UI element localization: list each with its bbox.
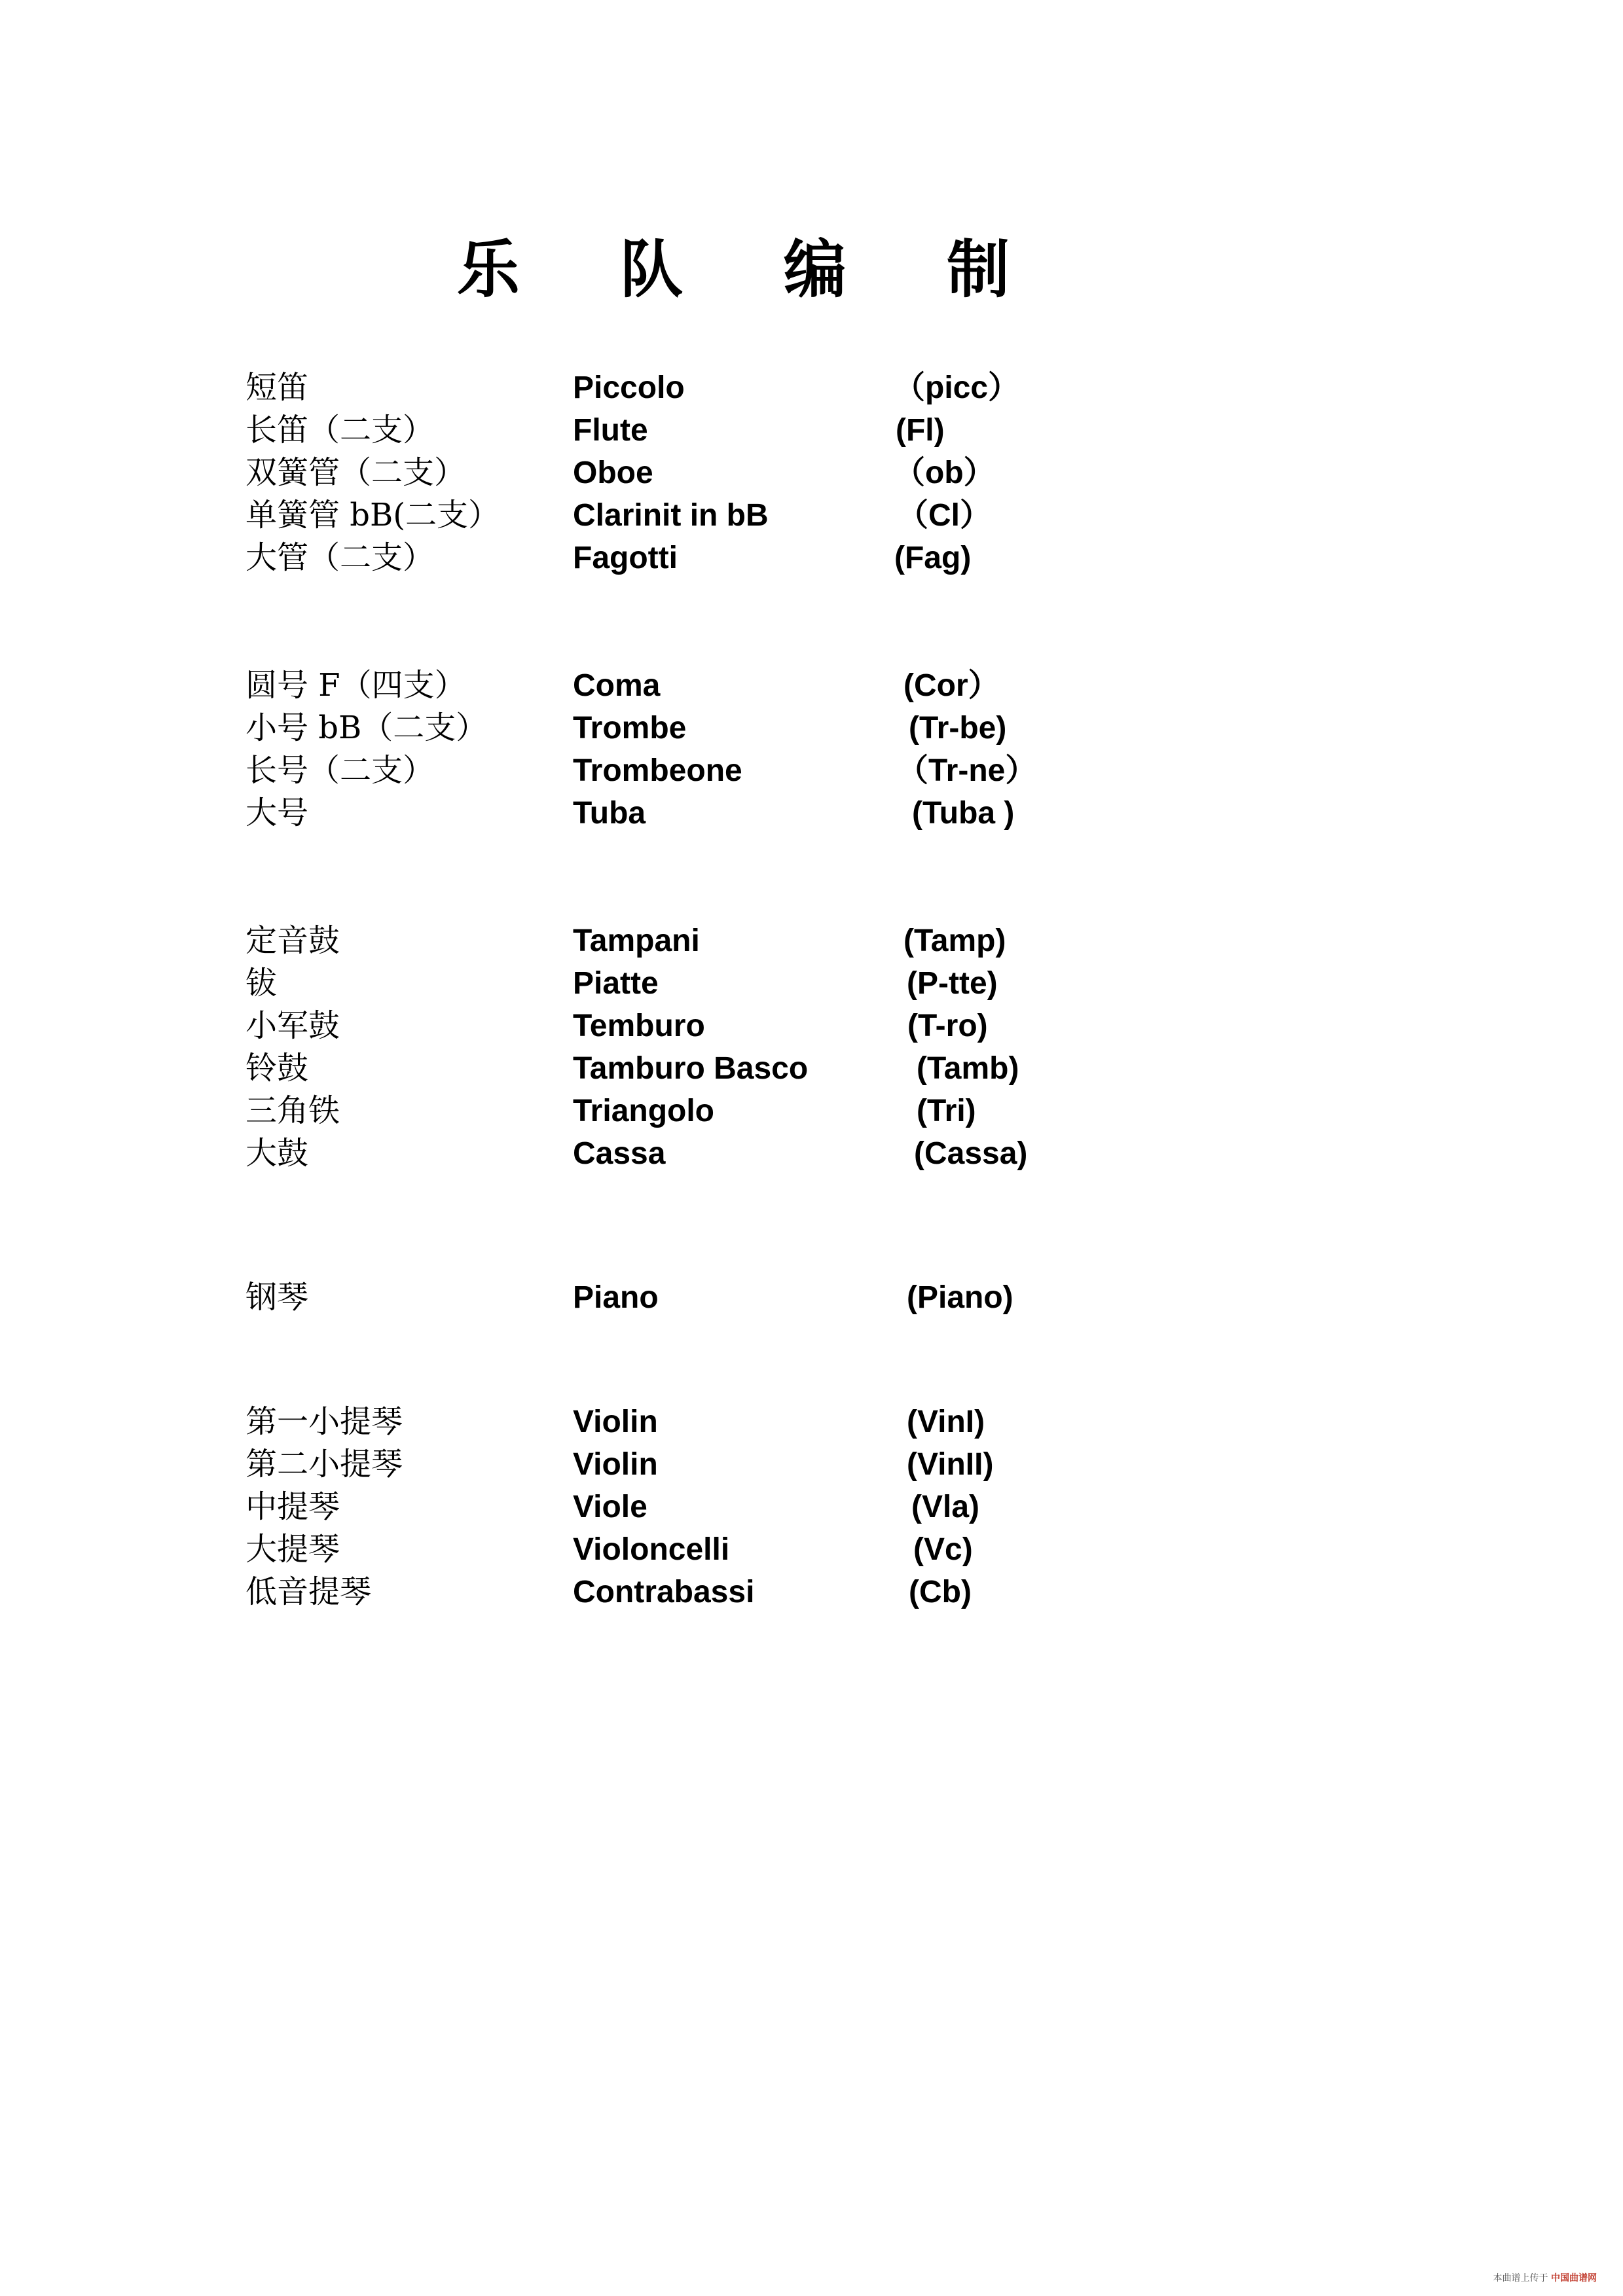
instrument-abbreviation: (Tr-be) [909,711,1007,745]
instrument-row [0,409,1623,452]
instrument-name-cn: 大号 [246,795,309,831]
instrument-row [0,494,1623,537]
footer-brand: 中国曲谱网 [1551,2273,1597,2284]
instrument-row [0,1132,1623,1175]
instrument-name-cn: 中提琴 [246,1488,340,1525]
instrument-name-cn: 圆号 F（四支） [246,667,466,704]
instrument-row [0,664,1623,707]
instrument-row [0,962,1623,1005]
instrument-name-cn: 短笛 [246,369,309,406]
instrument-abbreviation: （Tr-ne） [897,753,1037,788]
instrument-abbreviation: （picc） [894,370,1020,405]
instrument-row [0,1571,1623,1613]
footer-watermark [1493,2271,1597,2284]
instrument-name-en: Piano [573,1280,659,1315]
instrument-name-cn: 长笛（二支） [246,412,435,448]
instrument-name-cn: 小军鼓 [246,1007,340,1044]
instrument-name-en: Viole [573,1490,647,1524]
instrument-name-cn: 双簧管（二支） [246,454,466,491]
instrument-row [0,1090,1623,1132]
instrument-abbreviation: (Fl) [896,413,945,448]
instrument-name-en: Violin [573,1447,658,1482]
instrument-abbreviation: (T-ro) [907,1009,988,1043]
instrument-row [0,792,1623,834]
page-title: 乐 队 编 制 [456,233,1049,307]
instrument-abbreviation: (Tuba ) [912,796,1015,831]
instrument-name-en: Coma [573,668,661,703]
instrument-name-en: Temburo [573,1009,705,1043]
instrument-name-en: Piccolo [573,370,685,405]
instrument-abbreviation: (Tri) [917,1094,976,1128]
instrument-name-en: Tuba [573,796,646,831]
instrument-name-cn: 第二小提琴 [246,1446,403,1482]
instrument-name-cn: 长号（二支） [246,752,435,789]
instrument-abbreviation: (P-tte) [907,966,998,1001]
instrument-abbreviation: (Piano) [907,1280,1013,1315]
instrument-name-en: Trombe [573,711,687,745]
instrument-name-en: Tampani [573,924,700,958]
instrument-abbreviation: (Cb) [909,1575,972,1609]
instrument-name-en: Flute [573,413,648,448]
instrument-row [0,1047,1623,1090]
instrument-abbreviation: (Cor） [903,668,1000,703]
instrument-name-en: Oboe [573,456,653,490]
instrument-abbreviation: (VinI) [907,1405,985,1439]
instrument-row [0,537,1623,579]
instrument-abbreviation: （ob） [894,456,995,490]
instrument-row [0,1005,1623,1047]
instrument-name-cn: 第一小提琴 [246,1403,403,1440]
instrument-abbreviation: (Fag) [894,541,972,575]
instrument-abbreviation: (VinII) [907,1447,994,1482]
instrument-name-cn: 单簧管 bB(二支） [246,497,500,533]
instrument-name-cn: 铃鼓 [246,1050,309,1086]
instrument-name-cn: 大管（二支） [246,539,435,576]
instrument-row [0,707,1623,749]
instrument-abbreviation: (Vc) [913,1532,973,1567]
instrument-name-cn: 大鼓 [246,1135,309,1172]
instrument-abbreviation: （Cl） [897,498,992,533]
instrument-name-en: Violoncelli [573,1532,730,1567]
instrument-name-en: Contrabassi [573,1575,755,1609]
instrument-name-en: Fagotti [573,541,678,575]
instrument-row [0,1443,1623,1486]
instrument-name-en: Tamburo Basco [573,1051,809,1086]
instrument-row [0,1401,1623,1443]
instrument-name-cn: 小号 bB（二支） [246,709,488,746]
instrument-row [0,920,1623,962]
instrument-name-cn: 大提琴 [246,1531,340,1568]
instrument-row [0,1486,1623,1528]
instrument-row [0,367,1623,409]
instrument-name-en: Violin [573,1405,658,1439]
instrument-row [0,749,1623,792]
instrument-name-cn: 钹 [246,965,278,1001]
instrument-name-cn: 低音提琴 [246,1573,372,1610]
instrument-abbreviation: (Cassa) [914,1136,1028,1171]
instrument-abbreviation: (Tamb) [917,1051,1019,1086]
instrument-name-cn: 钢琴 [246,1279,309,1316]
instrument-name-en: Trombeone [573,753,742,788]
instrument-name-en: Piatte [573,966,659,1001]
instrument-name-en: Cassa [573,1136,666,1171]
instrument-abbreviation: (Vla) [911,1490,980,1524]
footer-prefix: 本曲谱上传于 [1493,2273,1548,2284]
instrument-name-cn: 三角铁 [246,1092,340,1129]
instrument-row [0,1528,1623,1571]
instrument-row [0,452,1623,494]
instrument-row [0,1276,1623,1319]
instrument-name-cn: 定音鼓 [246,922,340,959]
instrument-name-en: Triangolo [573,1094,714,1128]
instrument-abbreviation: (Tamp) [903,924,1006,958]
instrument-name-en: Clarinit in bB [573,498,769,533]
